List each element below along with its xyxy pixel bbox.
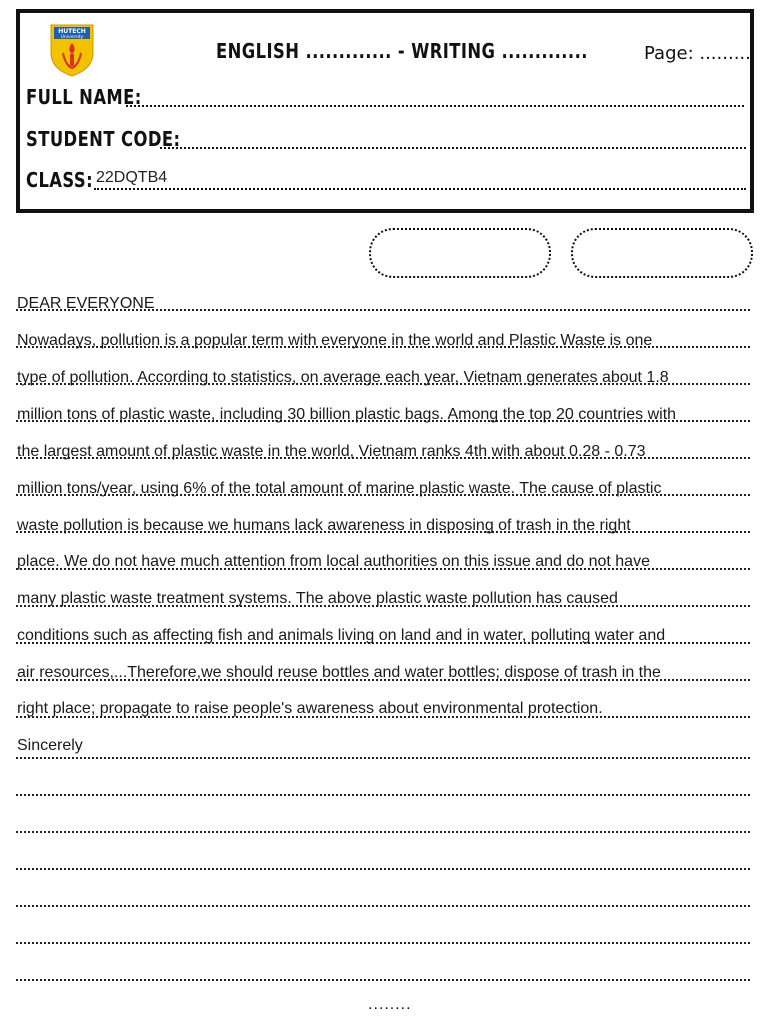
ruled-line: [16, 868, 750, 870]
header-box: [16, 9, 754, 213]
ruled-line: [16, 942, 750, 944]
student-code-line: [160, 147, 746, 149]
full-name-line: [126, 105, 744, 107]
ruled-line: [16, 979, 750, 981]
class-label: CLASS:: [26, 168, 94, 192]
full-name-label: FULL NAME:: [26, 85, 142, 109]
logo-text-bottom: University: [60, 35, 84, 40]
student-code-field: [26, 127, 746, 157]
score-box: [369, 228, 551, 278]
worksheet-title: ENGLISH ............. - WRITING .............: [216, 39, 588, 63]
class-value: 22DQTB4: [96, 169, 168, 186]
essay-line: place. We do not have much attention from local authorities on this issue and do not have: [17, 553, 650, 570]
essay-line: million tons/year, using 6% of the total amount of marine plastic waste. The cause of plastic: [17, 480, 662, 497]
hutech-logo: [49, 23, 95, 77]
class-field: [26, 168, 746, 198]
ruled-line: [16, 831, 750, 833]
ruled-line: [16, 905, 750, 907]
essay-greeting: DEAR EVERYONE: [17, 295, 155, 312]
ruled-line: [16, 757, 750, 759]
full-name-field: [26, 85, 746, 115]
essay-line: waste pollution is because we humans lack awareness in disposing of trash in the right: [17, 517, 631, 534]
essay-line: type of pollution. According to statistics, on average each year, Vietnam generates about 1.8: [17, 369, 669, 386]
hutech-shield-icon: [49, 23, 95, 77]
essay-line: air resources,...Therefore,we should reuse bottles and water bottles; dispose of trash in the: [17, 664, 661, 681]
essay-signoff: Sincerely: [17, 737, 83, 754]
essay-line: Nowadays, pollution is a popular term with everyone in the world and Plastic Waste is one: [17, 332, 653, 349]
essay-line: many plastic waste treatment systems. The above plastic waste pollution has caused: [17, 590, 618, 607]
page-number-label: Page: .........: [644, 43, 751, 64]
essay-line: conditions such as affecting fish and animals living on land and in water, polluting water and: [17, 627, 666, 644]
essay-line: the largest amount of plastic waste in the world, Vietnam ranks 4th with about 0.28 - 0.73: [17, 443, 646, 460]
footer-page-dots: ........: [368, 996, 412, 1013]
class-line: [94, 188, 746, 190]
essay-line: million tons of plastic waste, including 30 billion plastic bags. Among the top 20 countries with: [17, 406, 677, 423]
student-code-label: STUDENT CODE:: [26, 127, 181, 151]
logo-text-top: HUTECH: [58, 28, 86, 35]
essay-line: right place; propagate to raise people's awareness about environmental protection.: [17, 700, 603, 717]
comment-box: [571, 228, 753, 278]
ruled-line: [16, 794, 750, 796]
